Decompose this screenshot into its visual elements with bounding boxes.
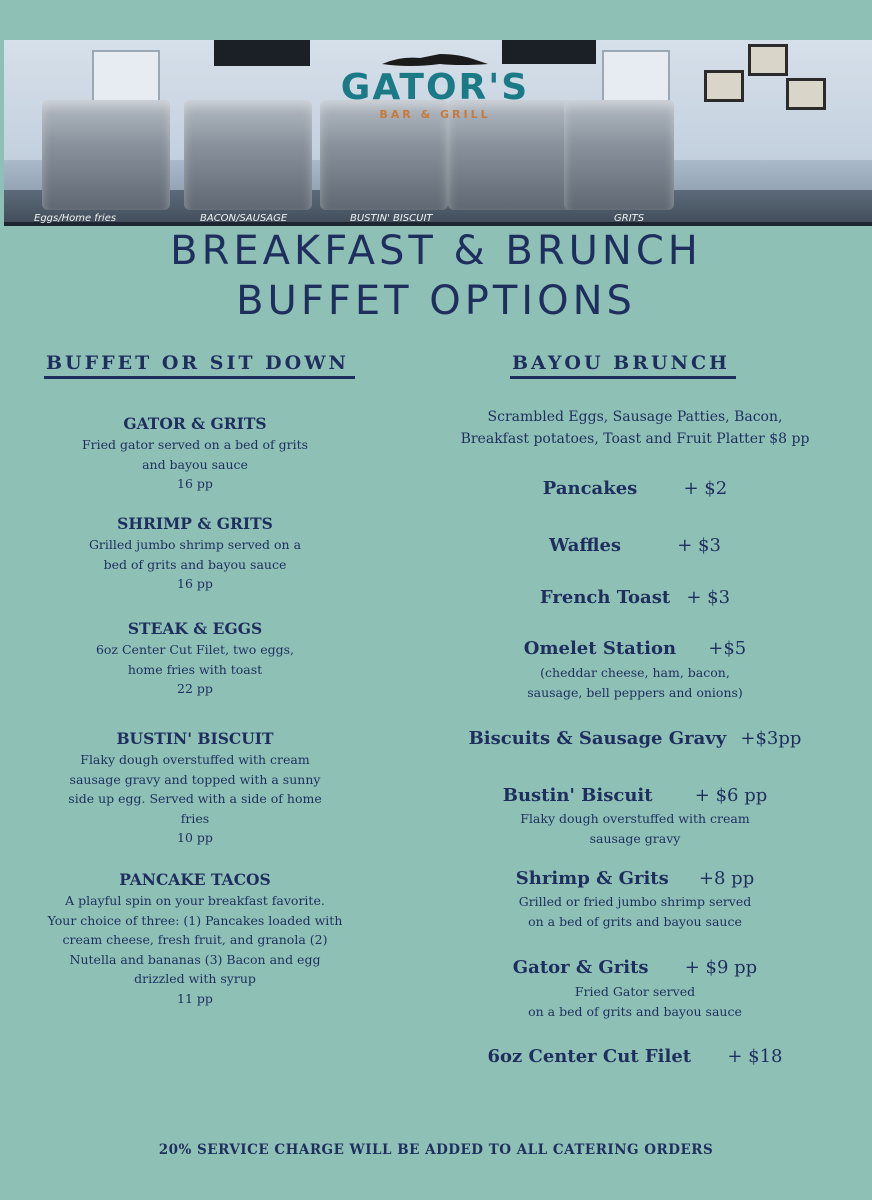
addon-name: 6oz Center Cut Filet <box>487 1046 692 1067</box>
addon-name: Biscuits & Sausage Gravy <box>468 728 727 749</box>
addon-name: Shrimp & Grits <box>515 868 669 889</box>
item-desc: Fried gator served on a bed of grits <box>81 437 309 452</box>
shrimp-grits-desc <box>430 892 840 931</box>
addon-desc: on a bed of grits and bayou sauce <box>528 913 742 929</box>
addon-pancakes <box>430 478 840 499</box>
photo-tv <box>214 40 310 66</box>
addon-name: French Toast <box>539 587 671 608</box>
addon-desc: sausage gravy <box>589 830 681 846</box>
item-desc: Your choice of three: (1) Pancakes loaded with <box>47 912 343 928</box>
addon-price: + $3 <box>686 587 731 608</box>
item-name: STEAK & EGGS <box>127 619 263 638</box>
addon-biscuits-gravy <box>430 728 840 749</box>
menu-item-pancake-tacos <box>40 869 350 1008</box>
addon-name: Gator & Grits <box>512 957 649 978</box>
gator-icon <box>380 52 490 68</box>
addon-price: +$3pp <box>740 728 802 749</box>
item-price: 10 pp <box>177 830 213 845</box>
item-desc: cream cheese, fresh fruit, and granola (2) <box>62 932 328 947</box>
addon-shrimp-grits <box>430 868 840 889</box>
item-price: 22 pp <box>177 681 213 696</box>
omelet-station-desc <box>430 663 840 702</box>
gators-logo <box>340 52 530 121</box>
photo-frame <box>786 78 826 110</box>
menu-item-bustin-biscuit <box>40 728 350 848</box>
intro-line: Breakfast potatoes, Toast and Fruit Platter $8 pp <box>460 431 810 447</box>
logo-sub: BAR & GRILL <box>379 108 491 121</box>
menu-item-shrimp-grits <box>40 513 350 594</box>
page-title-line-1: BREAKFAST & BRUNCH <box>170 228 702 274</box>
addon-desc: Fried Gator served <box>574 984 696 999</box>
chafing-dish <box>184 100 312 210</box>
addon-desc: Flaky dough overstuffed with cream <box>520 811 750 826</box>
photo-label: BACON/SAUSAGE <box>200 213 288 224</box>
item-price: 16 pp <box>177 576 213 591</box>
intro-line: Scrambled Eggs, Sausage Patties, Bacon, <box>487 409 783 425</box>
addon-desc: Grilled or fried jumbo shrimp served <box>518 894 752 909</box>
bustin-biscuit-desc <box>430 809 840 848</box>
item-desc: Flaky dough overstuffed with cream <box>80 752 310 767</box>
item-desc: side up egg. Served with a side of home <box>68 791 322 806</box>
logo-word: GATOR'S <box>340 67 530 108</box>
item-desc: Grilled jumbo shrimp served on a <box>88 537 302 552</box>
left-column-heading: BUFFET OR SIT DOWN <box>44 352 355 379</box>
addon-price: + $6 pp <box>694 785 768 806</box>
item-desc: home fries with toast <box>127 661 263 677</box>
menu-item-gator-grits <box>40 413 350 494</box>
addon-price: + $3 <box>677 535 721 556</box>
addon-name: Omelet Station <box>523 638 677 659</box>
item-price: 16 pp <box>177 476 213 491</box>
addon-desc: on a bed of grits and bayou sauce <box>528 1003 742 1019</box>
photo-label: BUSTIN' BISCUIT <box>350 213 433 224</box>
addon-price: + $2 <box>683 478 728 499</box>
item-name: GATOR & GRITS <box>123 414 267 433</box>
bayou-brunch-intro <box>430 406 840 450</box>
item-desc: Nutella and bananas (3) Bacon and egg <box>69 951 321 967</box>
addon-gator-grits <box>430 957 840 978</box>
item-price: 11 pp <box>177 990 213 1006</box>
photo-label: Eggs/Home fries <box>34 213 117 224</box>
item-desc: A playful spin on your breakfast favorite. <box>65 893 325 908</box>
addon-name: Waffles <box>549 535 622 556</box>
item-desc: 6oz Center Cut Filet, two eggs, <box>95 642 295 657</box>
photo-frame <box>748 44 788 76</box>
addon-price: + $18 <box>727 1046 783 1067</box>
page-title-line-2: BUFFET OPTIONS <box>236 278 636 324</box>
chafing-dish <box>564 100 674 210</box>
addon-price: +$5 <box>708 638 747 659</box>
addon-desc: (cheddar cheese, ham, bacon, <box>540 665 730 680</box>
item-name: SHRIMP & GRITS <box>117 514 273 533</box>
addon-price: + $9 pp <box>684 957 758 978</box>
menu-item-steak-eggs <box>40 618 350 699</box>
addon-french-toast <box>430 587 840 608</box>
addon-name: Pancakes <box>542 478 638 499</box>
addon-bustin-biscuit <box>430 785 840 806</box>
service-charge-notice: 20% SERVICE CHARGE WILL BE ADDED TO ALL CATERING ORDERS <box>158 1142 714 1158</box>
item-desc: and bayou sauce <box>142 456 248 472</box>
item-name: PANCAKE TACOS <box>119 870 271 889</box>
addon-price: +8 pp <box>698 868 755 889</box>
item-desc: sausage gravy and topped with a sunny <box>69 771 321 787</box>
item-desc: fries <box>180 810 210 826</box>
item-name: BUSTIN' BISCUIT <box>116 729 274 748</box>
right-column-heading: BAYOU BRUNCH <box>510 352 736 379</box>
addon-name: Bustin' Biscuit <box>502 785 653 806</box>
addon-center-cut-filet <box>430 1046 840 1067</box>
item-desc: bed of grits and bayou sauce <box>103 556 287 572</box>
addon-desc: sausage, bell peppers and onions) <box>527 684 743 700</box>
addon-waffles <box>430 535 840 556</box>
addon-omelet-station <box>430 638 840 659</box>
photo-frame <box>704 70 744 102</box>
chafing-dish <box>42 100 170 210</box>
photo-label: GRITS <box>614 213 645 224</box>
item-desc: drizzled with syrup <box>134 971 256 986</box>
gator-grits-desc <box>430 982 840 1021</box>
